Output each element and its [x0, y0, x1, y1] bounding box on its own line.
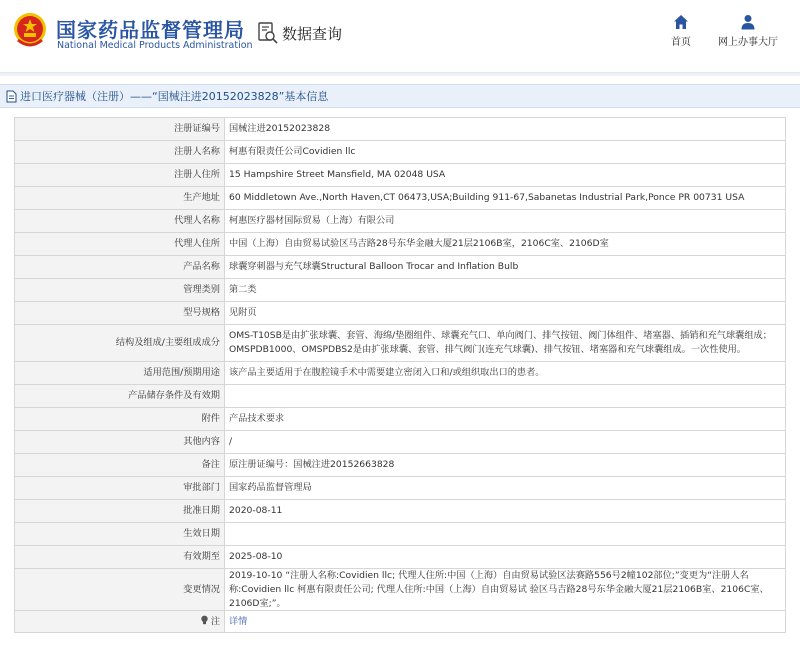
field-value: 国家药品监督管理局: [225, 477, 786, 500]
table-row: [15, 500, 786, 523]
field-value: 2025-08-10: [225, 546, 786, 569]
site-header: [0, 0, 800, 64]
field-value: 柯惠有限责任公司Covidien llc: [225, 141, 786, 164]
field-label: 注册证编号: [15, 118, 225, 141]
record-title: 进口医疗器械（注册）——“国械注进20152023828”基本信息: [20, 90, 329, 103]
field-value: 见附页: [225, 302, 786, 325]
user-icon: [740, 14, 756, 30]
field-value: 柯惠医疗器材国际贸易（上海）有限公司: [225, 210, 786, 233]
data-query-link[interactable]: [258, 20, 342, 46]
field-value: 60 Middletown Ave.,North Haven,CT 06473,USA;Building 911-67,Sabanetas Industrial Park,Ponce PR 00731 USA: [225, 187, 786, 210]
field-label: 产品储存条件及有效期: [15, 385, 225, 408]
table-row: [15, 546, 786, 569]
nav-online-service-hall-label: 网上办事大厅: [718, 37, 778, 48]
field-label: 注册人名称: [15, 141, 225, 164]
field-value: 中国（上海）自由贸易试验区马吉路28号东华金融大厦21层2106B室，2106C室、2106D室: [225, 233, 786, 256]
table-row: [15, 233, 786, 256]
field-value: [225, 523, 786, 546]
field-label: 型号规格: [15, 302, 225, 325]
site-subtitle: National Medical Products Administration: [57, 40, 253, 51]
field-value: [225, 385, 786, 408]
field-value: OMS-T10SB是由扩张球囊、套管、海绵/垫圈组件、球囊充气口、单向阀门、排气按钮、阀门体组件、堵塞器、插销和充气球囊组成；OMSPDB1000、OMSPDBS2是由扩张球囊、套管、排气阀门(连充气球囊)、排气按钮、堵塞器和充气球囊组成。一次性使用。: [225, 325, 786, 362]
table-row: [15, 164, 786, 187]
table-row: [15, 611, 786, 633]
site-title[interactable]: 国家药品监督管理局: [56, 18, 245, 42]
home-icon: [673, 14, 689, 30]
field-label: 代理人名称: [15, 210, 225, 233]
table-row: [15, 431, 786, 454]
field-label: 结构及组成/主要组成成分: [15, 325, 225, 362]
header-divider: [0, 72, 800, 76]
field-value: 原注册证编号：国械注进20152663828: [225, 454, 786, 477]
field-value: 该产品主要适用于在腹腔镜手术中需要建立密闭入口和/或组织取出口的患者。: [225, 362, 786, 385]
table-row: [15, 523, 786, 546]
field-label: 其他内容: [15, 431, 225, 454]
field-label: 产品名称: [15, 256, 225, 279]
table-row: [15, 141, 786, 164]
table-row: [15, 256, 786, 279]
field-value: 2020-08-11: [225, 500, 786, 523]
field-label: 批准日期: [15, 500, 225, 523]
note-label: 注: [210, 615, 220, 627]
table-row: [15, 325, 786, 362]
field-value: 球囊穿刺器与充气球囊Structural Balloon Trocar and Inflation Bulb: [225, 256, 786, 279]
field-value: [225, 611, 786, 633]
field-label: [15, 611, 225, 633]
field-label: 生产地址: [15, 187, 225, 210]
table-row: [15, 302, 786, 325]
table-row: [15, 385, 786, 408]
table-row: [15, 569, 786, 611]
field-value: 产品技术要求: [225, 408, 786, 431]
field-value: 国械注进20152023828: [225, 118, 786, 141]
details-link[interactable]: 详情: [229, 615, 248, 627]
document-search-icon: [258, 22, 278, 44]
field-label: 适用范围/预期用途: [15, 362, 225, 385]
table-row: [15, 454, 786, 477]
field-value: /: [225, 431, 786, 454]
record-title-bar: [0, 84, 800, 108]
field-label: 审批部门: [15, 477, 225, 500]
field-label: 生效日期: [15, 523, 225, 546]
field-label: 管理类别: [15, 279, 225, 302]
document-icon: [6, 90, 17, 103]
table-row: [15, 187, 786, 210]
registration-detail-table: [14, 117, 786, 633]
field-value: 15 Hampshire Street Mansfield, MA 02048 USA: [225, 164, 786, 187]
table-row: [15, 118, 786, 141]
field-label: 代理人住所: [15, 233, 225, 256]
table-row: [15, 362, 786, 385]
field-value: 第二类: [225, 279, 786, 302]
field-value: 2019-10-10 “注册人名称:Covidien llc; 代理人住所:中国（上海）自由贸易试验区法赛路556号2幢102部位;”变更为“注册人名称:Covidien llc 柯惠有限责任公司; 代理人住所:中国（上海）自由贸易试 验区马吉路28号东华金融大厦21层2106B室、2106C室、2106D室;”。: [225, 569, 786, 611]
table-row: [15, 279, 786, 302]
nav-home-label: 首页: [671, 37, 691, 48]
field-label: 附件: [15, 408, 225, 431]
field-label: 有效期至: [15, 546, 225, 569]
table-row: [15, 408, 786, 431]
field-label: 备注: [15, 454, 225, 477]
table-row: [15, 210, 786, 233]
table-row: [15, 477, 786, 500]
nav-home[interactable]: [668, 14, 694, 48]
nav-online-service-hall[interactable]: [716, 14, 780, 48]
field-label: 变更情况: [15, 569, 225, 611]
lightbulb-icon: [200, 615, 209, 625]
field-label: 注册人住所: [15, 164, 225, 187]
national-emblem-icon: [12, 10, 48, 50]
data-query-label: 数据查询: [282, 24, 343, 43]
